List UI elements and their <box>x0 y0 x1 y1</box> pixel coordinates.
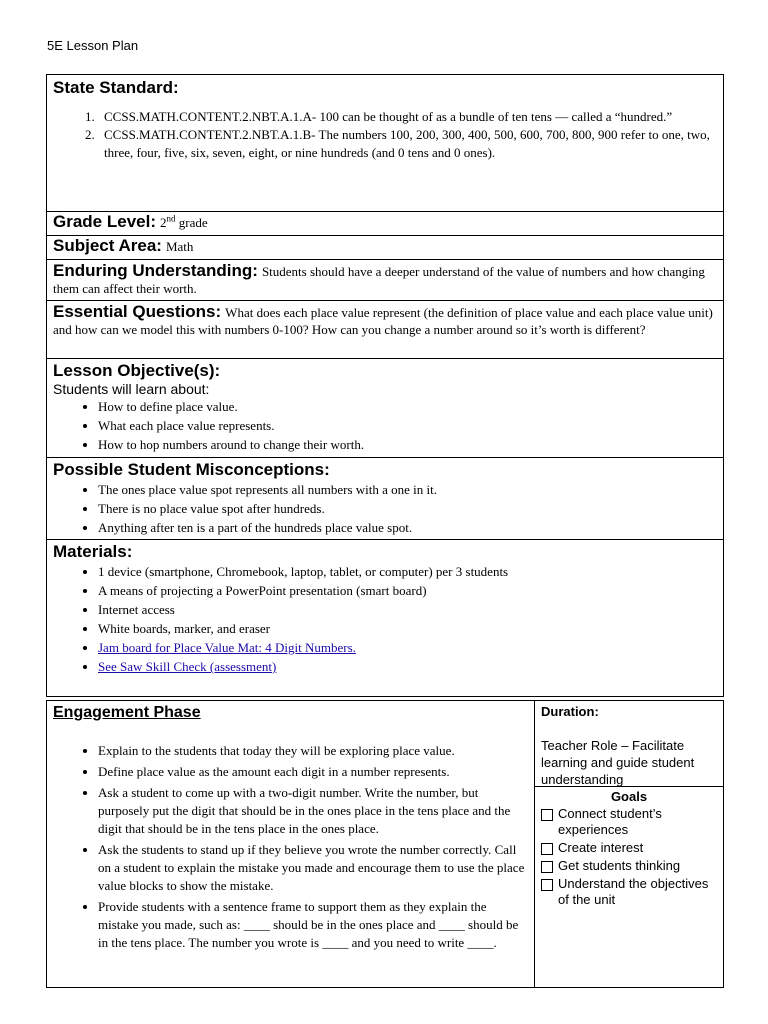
enduring-understanding-text: Students should have a deeper understand of the value of numbers and how changing them can affect their worth. <box>53 264 705 296</box>
list-item <box>98 657 717 676</box>
list-item: • 1 device (smartphone, Chromebook, laptop, tablet, or computer) per 3 students <box>98 562 717 581</box>
list-item: • Anything after ten is a part of the hundreds place value spot. <box>98 518 717 537</box>
objectives-intro: Students will learn about: <box>53 381 210 397</box>
engagement-heading: Engagement Phase <box>53 704 201 721</box>
essential-questions-section <box>47 300 723 358</box>
list-item: 1. CCSS.MATH.CONTENT.2.NBT.A.1.A- 100 can be thought of as a bundle of ten tens — called a “hundred.” <box>98 108 717 126</box>
grade-level-section <box>47 211 723 235</box>
materials-heading: Materials: <box>53 542 133 561</box>
document-title: 5E Lesson Plan <box>47 38 139 53</box>
essential-questions-text: What does each place value represent (the definition of place value and each place value unit) and how can we model this with numbers 0-100? How can you change a number around so it’s worth is different? <box>53 305 713 337</box>
list-item: • Ask the students to stand up if they believe you wrote the number correctly. Call on a student to explain the mistake you made and encourage them to use the place value blocks to show the mistake. <box>98 841 528 895</box>
enduring-understanding-heading: Enduring Understanding: <box>53 261 258 280</box>
goal-item: Connect student’s experiences <box>541 806 717 838</box>
subject-area-value: Math <box>165 239 194 254</box>
lesson-objectives-section <box>47 358 723 457</box>
state-standard-list <box>53 108 717 162</box>
essential-questions-heading: Essential Questions: <box>53 302 222 321</box>
subject-area-section <box>47 235 723 259</box>
list-item <box>98 638 717 657</box>
list-item: • How to hop numbers around to change their worth. <box>98 435 717 454</box>
misconceptions-section <box>47 457 723 539</box>
list-item: • Provide students with a sentence frame to support them as they explain the mistake you made, such as: ____ should be in the ones place and ____ should be in the tens place. The number you wrote is ____ and you need to write ____. <box>98 898 528 952</box>
list-item: 2. CCSS.MATH.CONTENT.2.NBT.A.1.B- The numbers 100, 200, 300, 400, 500, 600, 700, 800, 900 refer to one, two, three, four, five, six, seven, eight, or nine hundreds (and 0 tens and 0 ones). <box>98 126 717 162</box>
goals-cell <box>535 787 723 912</box>
list-item: • Internet access <box>98 600 717 619</box>
jam-board-link[interactable]: Jam board for Place Value Mat: 4 Digit Numbers. <box>98 640 356 655</box>
checkbox-icon[interactable] <box>541 879 553 891</box>
grade-level-heading: Grade Level: <box>53 212 156 231</box>
duration-cell <box>535 701 723 787</box>
list-item: • White boards, marker, and eraser <box>98 619 717 638</box>
checkbox-icon[interactable] <box>541 843 553 855</box>
subject-area-heading: Subject Area: <box>53 236 162 255</box>
checkbox-icon[interactable] <box>541 809 553 821</box>
goals-heading: Goals <box>610 789 648 804</box>
materials-section <box>47 539 723 696</box>
list-item: • Ask a student to come up with a two-digit number. Write the number, but purposely put the digit that should be in the ones place in the tens place and the digit that should be in the tens place in the ones place. <box>98 784 528 838</box>
enduring-understanding-section <box>47 259 723 300</box>
misconceptions-list <box>53 480 717 537</box>
list-item: • How to define place value. <box>98 397 717 416</box>
list-item: • There is no place value spot after hundreds. <box>98 499 717 518</box>
teacher-role-text: Teacher Role – Facilitate learning and guide student understanding <box>541 738 695 787</box>
materials-list <box>53 562 717 676</box>
goal-item: Get students thinking <box>541 858 717 874</box>
engagement-sidebar <box>535 701 723 987</box>
engagement-phase-table <box>46 700 724 988</box>
grade-level-value: 2nd grade <box>160 213 208 230</box>
lesson-info-table <box>46 74 724 697</box>
list-item: • Define place value as the amount each digit in a number represents. <box>98 763 528 781</box>
lesson-objectives-heading: Lesson Objective(s): <box>53 361 221 380</box>
list-item: • The ones place value spot represents all numbers with a one in it. <box>98 480 717 499</box>
checkbox-icon[interactable] <box>541 861 553 873</box>
engagement-content <box>47 701 535 987</box>
list-item: • What each place value represents. <box>98 416 717 435</box>
duration-label: Duration: <box>541 704 599 719</box>
engagement-list <box>53 742 528 952</box>
goal-item: Understand the objectives of the unit <box>541 876 717 908</box>
goal-item: Create interest <box>541 840 717 856</box>
list-item: • Explain to the students that today they will be exploring place value. <box>98 742 528 760</box>
state-standard-heading: State Standard: <box>53 78 179 97</box>
state-standard-section <box>47 78 723 211</box>
see-saw-link[interactable]: See Saw Skill Check (assessment) <box>98 659 277 674</box>
list-item: • A means of projecting a PowerPoint presentation (smart board) <box>98 581 717 600</box>
misconceptions-heading: Possible Student Misconceptions: <box>53 460 330 479</box>
objectives-list <box>53 397 717 454</box>
